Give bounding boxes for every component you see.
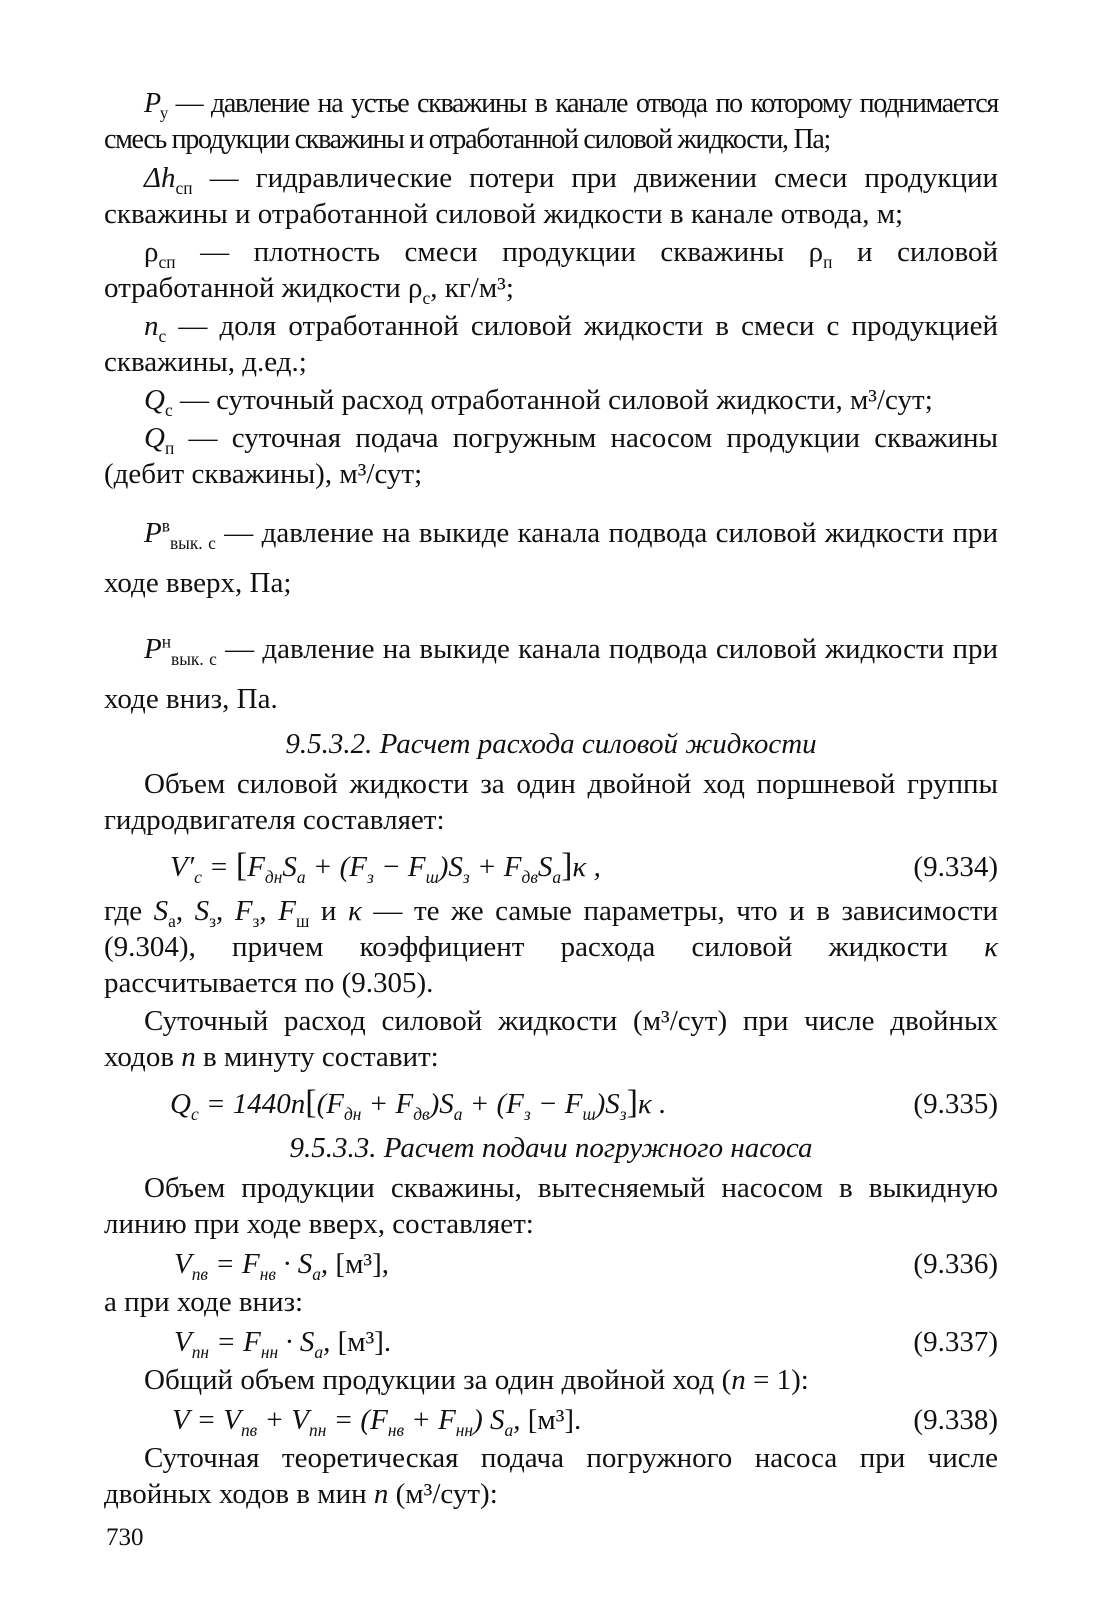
equation-9-335 (104, 1085, 998, 1122)
definition-text: , кг/м³; (430, 272, 514, 304)
text-run: = 1): (745, 1364, 809, 1396)
symbol: P (144, 88, 160, 119)
definition-text: — гидравлические потери при движении смеси продукции скважины и отработанной силовой жидкости в канале отвода, м; (104, 162, 998, 230)
subscript: вык. с (169, 532, 216, 553)
equation-body: $V = V_{пв} + V_{пн} = (F_{нв} + F_{нн})$ $S_а$, [м³]. (172, 1404, 582, 1440)
equation-number: (9.336) (913, 1248, 998, 1280)
definition-text: и силовой отработанной жидкости ρ (104, 236, 998, 304)
def-pdown (104, 624, 998, 724)
paragraph-intro-volume: Объем силовой жидкости за один двойной ход поршневой группы гидродвигателя составляет: (104, 768, 998, 836)
text-run: и (309, 895, 348, 927)
equation-number: (9.338) (913, 1404, 998, 1436)
def-qc (104, 382, 998, 418)
subscript: п (164, 437, 175, 458)
subscript: сп (175, 177, 193, 198)
page-number: 730 (106, 1524, 144, 1551)
definition-text: — плотность смеси продукции скважины ρ (175, 236, 824, 268)
paragraph-daily-flow: Суточный расход силовой жидкости (м³/сут) при числе двойных ходов n в минуту составит: (104, 1005, 998, 1073)
equation-9-338 (104, 1402, 998, 1438)
symbol: Δh (144, 162, 176, 194)
definition-text: — давление на выкиде канала подвода силовой жидкости при ходе вниз, Па. (104, 633, 998, 715)
equation-body: $Q_с = 1440n[(F_{дн} + F_{дв})S_а + (F_з - F_ш)S_з]\kappa$ . (170, 1084, 667, 1124)
def-rho (104, 234, 998, 306)
symbol: Q (144, 384, 165, 416)
paragraph-where: где $S_а$, $S_з$, $F_з$, $F_ш$ и κ — те же самые параметры, что и в зависимости (9.304), причем коэффициент расхода силовой жидкости κ рассчитывается по (9.305). (104, 895, 999, 999)
def-pup (104, 508, 998, 608)
equation-9-334 (104, 848, 998, 885)
text-run: — те же самые параметры, что и в зависимости (9.304), причем коэффициент расхода силовой жидкости (104, 895, 999, 963)
definition-text: — доля отработанной силовой жидкости в смеси с продукцией скважины, д.ед.; (104, 310, 998, 378)
subscript: у (159, 103, 167, 123)
section-heading-9-5-3-2: 9.5.3.2. Расчет расхода силовой жидкости (285, 728, 817, 760)
text-run: Общий объем продукции за один двойной ход ( (144, 1364, 732, 1396)
equation-9-337 (104, 1324, 998, 1360)
subscript: сп (158, 251, 176, 272)
equation-body: $V'_с = [F_{дн}S_а + (F_з - F_ш)S_з + F_{дв}S_а]\kappa$ , (170, 847, 601, 887)
equation-body: $V_{пн} = F_{нн} \cdot S_а$, [м³]. (174, 1326, 392, 1362)
symbol: P (144, 633, 162, 665)
section-heading-9-5-3-3: 9.5.3.3. Расчет подачи погружного насоса (289, 1132, 813, 1164)
equation-number: (9.337) (913, 1326, 998, 1358)
definition-text: — суточный расход отработанной силовой жидкости, м³/сут; (172, 384, 933, 416)
def-nc (104, 308, 998, 380)
symbol: n (144, 310, 159, 342)
def-qp (104, 420, 998, 492)
subscript: с (422, 287, 431, 308)
equation-number: (9.335) (913, 1088, 998, 1120)
equation-9-336 (104, 1246, 998, 1282)
symbol: P (144, 517, 162, 549)
text-run: (м³/сут): (388, 1478, 498, 1510)
symbol: ρ (144, 236, 159, 268)
subscript: с (164, 399, 173, 420)
text-run: Суточный расход силовой жидкости (м³/сут) при числе двойных ходов (104, 1005, 998, 1073)
text-run: в минуту составит: (195, 1041, 439, 1073)
paragraph-down: а при ходе вниз: (104, 1286, 304, 1318)
equation-number: (9.334) (913, 851, 998, 883)
definition-text: — давление на выкиде канала подвода силовой жидкости при ходе вверх, Па; (104, 517, 998, 599)
text-run: рассчитывается по (9.305). (104, 967, 434, 999)
paragraph-total-volume: Общий объем продукции за один двойной ход (n = 1): (144, 1364, 809, 1396)
subscript: п (823, 251, 833, 272)
equation-body: $V_{пв} = F_{нв} \cdot S_а$, [м³], (174, 1248, 390, 1284)
subscript: вык. с (171, 648, 217, 669)
text-run: где (104, 895, 154, 927)
symbol: Q (144, 422, 165, 454)
def-py (104, 86, 998, 158)
def-dh (104, 160, 998, 232)
paragraph-volume-up: Объем продукции скважины, вытесняемый насосом в выкидную линию при ходе вверх, составляет: (104, 1172, 998, 1240)
definition-text: — давление на устье скважины в канале отвода по которому поднимается смесь продукции скважины и отработанной силовой жидкости, Па; (104, 88, 998, 155)
paragraph-theoretical: Суточная теоретическая подача погружного насоса при числе двойных ходов в мин n (м³/сут): (104, 1442, 998, 1510)
text-run: Суточная теоретическая подача погружного насоса при числе двойных ходов в мин (104, 1442, 998, 1510)
subscript: с (158, 325, 167, 346)
superscript: в (161, 515, 170, 536)
definition-text: — суточная подача погружным насосом продукции скважины (дебит скважины), м³/сут; (104, 422, 998, 490)
superscript: н (161, 631, 172, 652)
